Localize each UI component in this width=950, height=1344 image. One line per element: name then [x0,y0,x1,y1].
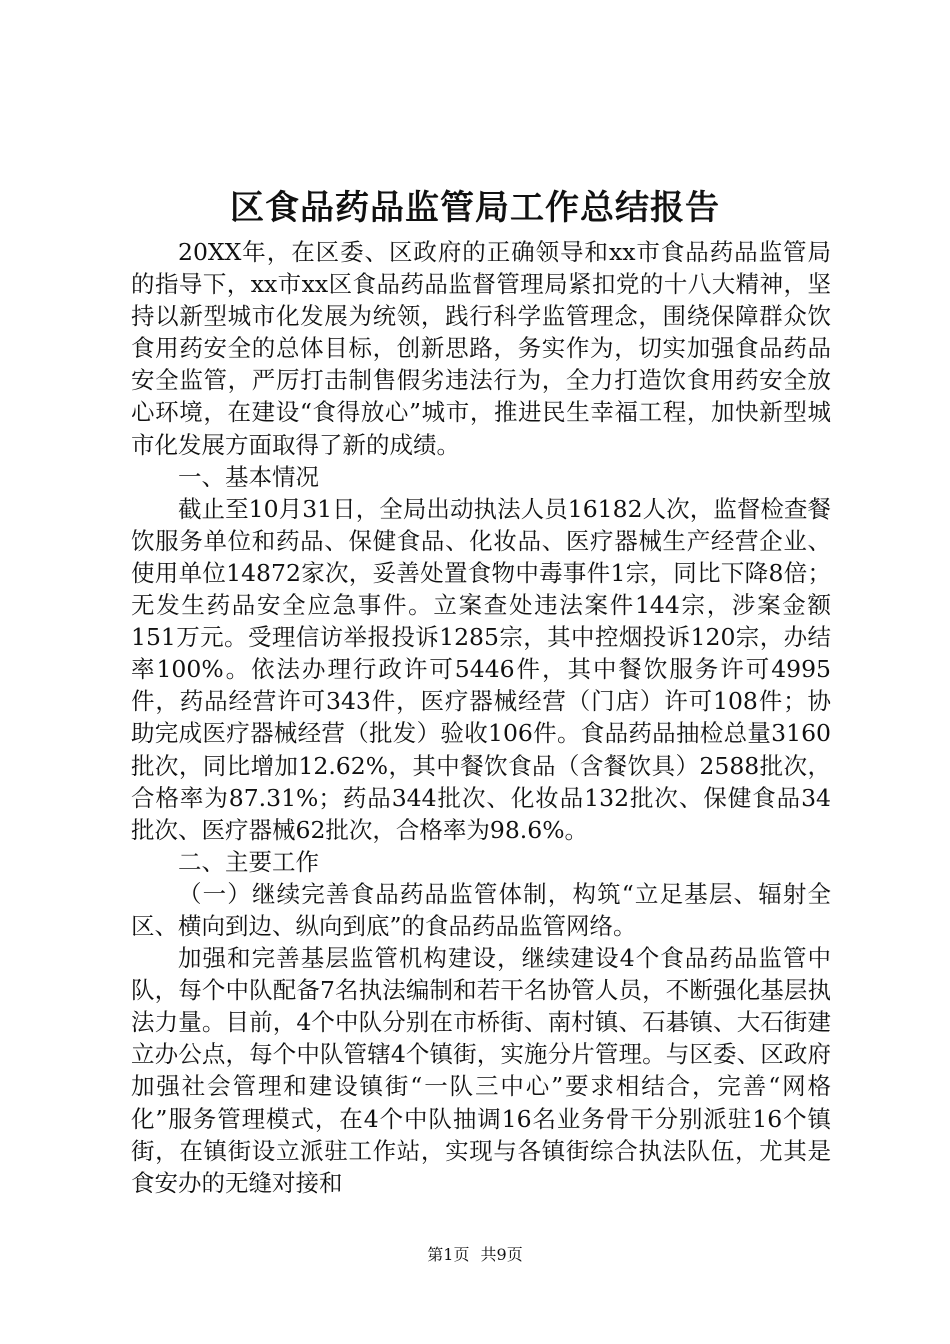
paragraph-intro: 20XX年，在区委、区政府的正确领导和xx市食品药品监管局的指导下，xx市xx区食品药品监督管理局紧扣党的十八大精神，坚持以新型城市化发展为统领，践行科学监管理念，围绕保障群众饮食用药安全的总体目标，创新思路，务实作为，切实加强食品药品安全监管，严厉打击制售假劣违法行为，全力打造饮食用药安全放心环境，在建设“食得放心”城市，推进民生幸福工程，加快新型城市化发展方面取得了新的成绩。 [131,238,831,459]
section-heading-main-work: 二、主要工作 [178,847,319,876]
page-footer [0,1244,950,1266]
document-title: 区食品药品监管局工作总结报告 [230,188,720,228]
paragraph-statistics: 截止至10月31日，全局出动执法人员16182人次，监督检查餐饮服务单位和药品、保健食品、化妆品、医疗器械生产经营企业、使用单位14872家次，妥善处置食物中毒事件1宗，同比下降8倍；无发生药品安全应急事件。立案查处违法案件144宗，涉案金额151万元。受理信访举报投诉1285宗，其中控烟投诉120宗，办结率100%。依法办理行政许可5446件，其中餐饮服务许可4995件，药品经营许可343件，医疗器械经营（门店）许可108件；协助完成医疗器械经营（批发）验收106件。食品药品抽检总量3160批次，同比增加12.62%，其中餐饮食品（含餐饮具）2588批次，合格率为87.31%；药品344批次、化妆品132批次、保健食品34批次、医疗器械62批次，合格率为98.6%。 [131,494,831,844]
section-heading-basic-situation: 一、基本情况 [178,462,319,491]
page-total: 共9页 [480,1245,523,1264]
subsection-heading-1: （一）继续完善食品药品监管体制，构筑“立足基层、辐射全区、横向到边、纵向到底”的食品药品监管网络。 [131,879,831,940]
paragraph-grassroots: 加强和完善基层监管机构建设，继续建设4个食品药品监管中队，每个中队配备7名执法编制和若干名协管人员，不断强化基层执法力量。目前，4个中队分别在市桥街、南村镇、石碁镇、大石街建立办公点，每个中队管辖4个镇街，实施分片管理。与区委、区政府加强社会管理和建设镇街“一队三中心”要求相结合，完善“网格化”服务管理模式，在4个中队抽调16名业务骨干分别派驻16个镇街，在镇街设立派驻工作站，实现与各镇街综合执法队伍，尤其是食安办的无缝对接和 [131,944,831,1197]
page-number: 第1页 [427,1245,470,1264]
document-body [131,236,831,1199]
